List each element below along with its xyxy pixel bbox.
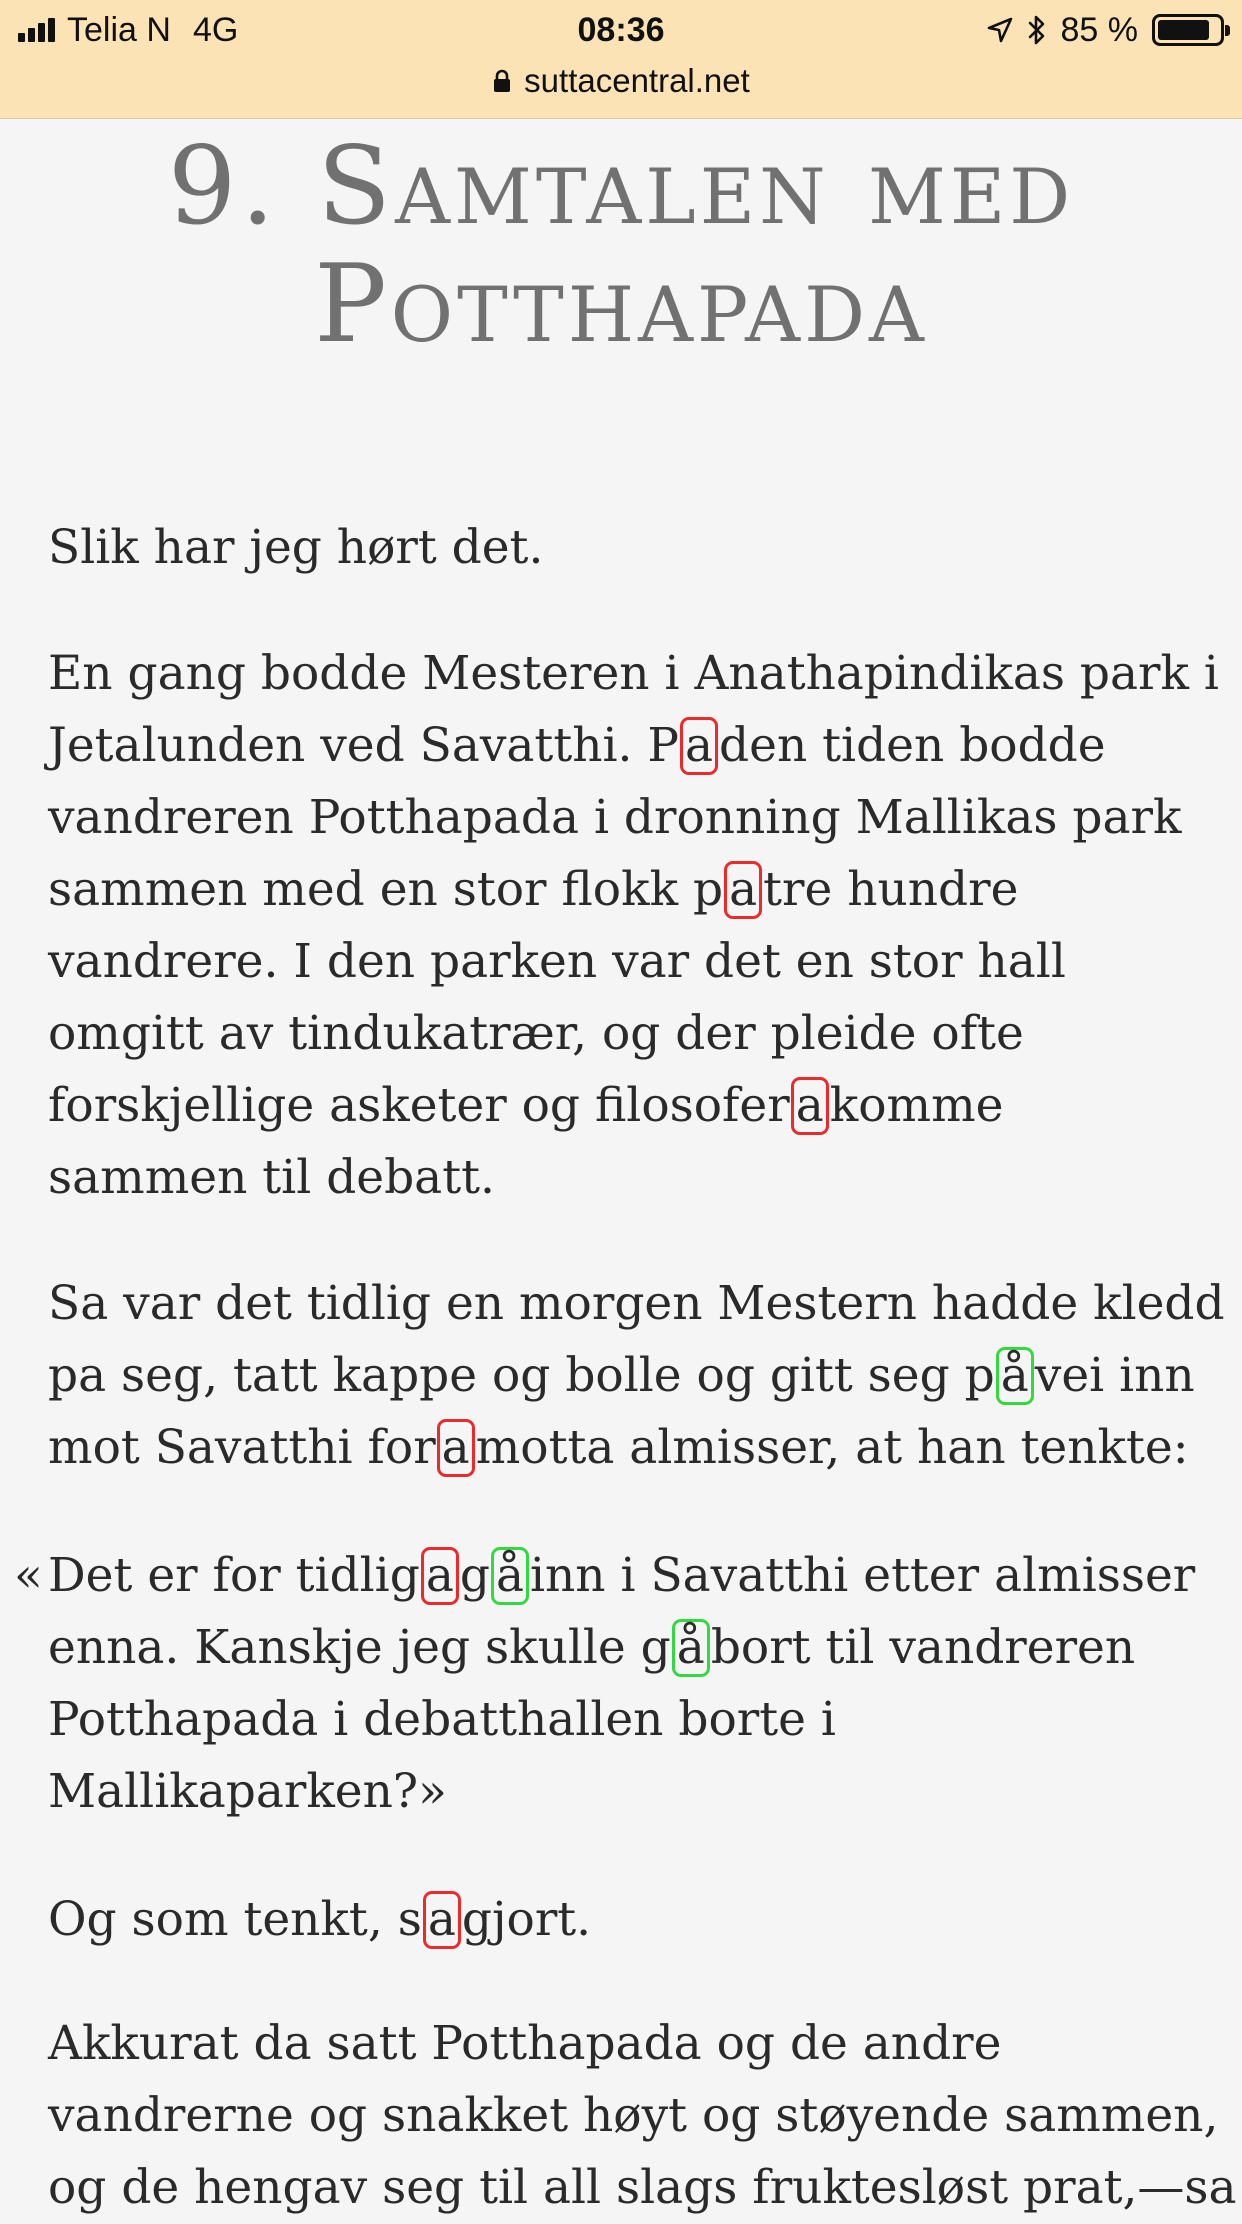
highlighted-letter: a — [791, 1077, 829, 1135]
text-line: Sa var det tidlig en morgen Mestern hadde kledd — [48, 1276, 1225, 1331]
location-arrow-icon — [987, 17, 1013, 43]
text-line: omgitt av tindukatrær, og der pleide ofte — [48, 1006, 1024, 1061]
text-line: Jetalunden ved Savatthi. P a den tiden bodde — [48, 718, 1106, 773]
highlighted-letter: a — [680, 717, 718, 775]
network-type: 4G — [192, 10, 239, 49]
highlighted-letter: a — [423, 1891, 461, 1949]
text-line: Slik har jeg hørt det. — [48, 520, 544, 575]
title-line: Potthapada — [314, 242, 928, 367]
status-right — [987, 8, 1225, 52]
bluetooth-icon — [1027, 14, 1047, 46]
highlighted-letter: å — [672, 1619, 710, 1677]
highlighted-letter: a — [421, 1547, 459, 1605]
battery-icon — [1152, 14, 1224, 46]
url-text[interactable]: suttacentral.net — [524, 62, 750, 99]
paragraph-4 — [14, 1540, 1218, 1828]
highlighted-letter: a — [437, 1419, 475, 1477]
quote-mark: « — [14, 1548, 43, 1603]
title-line: 9. Samtalen med — [167, 124, 1075, 249]
highlighted-letter: a — [724, 861, 762, 919]
text-line: forskjellige asketer og filosofer a komme — [48, 1078, 1004, 1133]
lock-icon — [492, 69, 512, 93]
text-line: Potthapada i debatthallen borte i — [48, 1692, 836, 1747]
article-title — [0, 124, 1242, 367]
paragraph-5 — [48, 1884, 1218, 1956]
text-line: sammen til debatt. — [48, 1150, 495, 1205]
highlighted-letter: å — [996, 1347, 1034, 1405]
text-line: vandrerne og snakket høyt og støyende sammen, — [48, 2088, 1219, 2143]
text-line: Og som tenkt, s a gjort. — [48, 1892, 592, 1947]
text-line: Akkurat da satt Potthapada og de andre — [48, 2016, 1002, 2071]
text-line: enna. Kanskje jeg skulle g å bort til vandreren — [48, 1620, 1136, 1675]
paragraph-2 — [48, 638, 1218, 1214]
status-time: 08:36 — [577, 11, 665, 49]
paragraph-3 — [48, 1268, 1225, 1484]
highlighted-letter: å — [491, 1547, 529, 1605]
text-line: vandrere. I den parken var det en stor hall — [48, 934, 1066, 989]
text-line: Mallikaparken?» — [48, 1764, 447, 1819]
text-line: « Det er for tidlig a g å inn i Savatthi etter almisser — [48, 1540, 1218, 1612]
text-line: pa seg, tatt kappe og bolle og gitt seg p å vei inn — [48, 1348, 1195, 1403]
paragraph-6 — [48, 2008, 1237, 2224]
browser-top-bar — [0, 0, 1242, 119]
carrier-name: Telia N — [67, 10, 171, 49]
text-line: vandreren Potthapada i dronning Mallikas park — [48, 790, 1182, 845]
text-line: En gang bodde Mesteren i Anathapindikas park i — [48, 646, 1219, 701]
battery-percent: 85 % — [1060, 10, 1138, 49]
address-bar[interactable] — [0, 58, 1242, 104]
text-line: mot Savatthi for a motta almisser, at han tenkte: — [48, 1420, 1189, 1475]
text-line: og de hengav seg til all slags fruktesløst prat,—sa — [48, 2160, 1237, 2215]
paragraph-1 — [48, 512, 1218, 584]
text-line: sammen med en stor flokk p a tre hundre — [48, 862, 1019, 917]
